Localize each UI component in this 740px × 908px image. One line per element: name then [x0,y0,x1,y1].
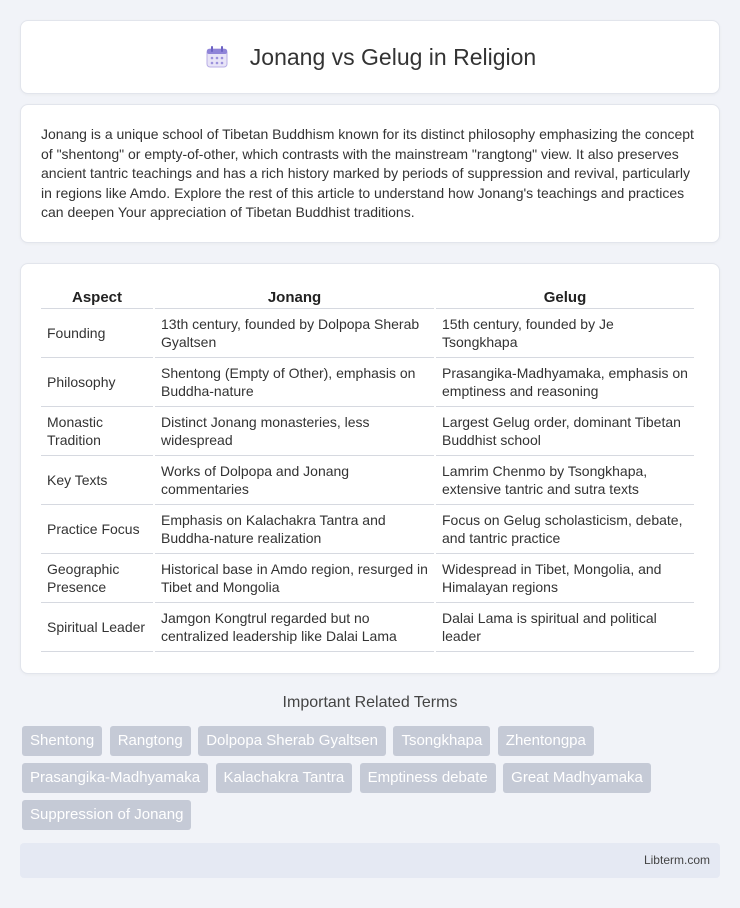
row-gelug: 15th century, founded by Je Tsongkhapa [436,309,694,358]
related-terms-list [22,726,722,837]
related-term-tag[interactable]: Zhentongpa [498,726,594,756]
table-header-row [41,286,694,309]
header-gelug: Gelug [436,286,694,309]
row-jonang: Shentong (Empty of Other), emphasis on Buddha-nature [155,358,434,407]
row-jonang: Works of Dolpopa and Jonang commentaries [155,456,434,505]
table-row [41,554,694,603]
row-aspect: Spiritual Leader [41,603,153,652]
row-jonang: Historical base in Amdo region, resurged in Tibet and Mongolia [155,554,434,603]
related-term-tag[interactable]: Tsongkhapa [393,726,490,756]
row-aspect: Founding [41,309,153,358]
row-jonang: Jamgon Kongtrul regarded but no centralized leadership like Dalai Lama [155,603,434,652]
row-gelug: Largest Gelug order, dominant Tibetan Buddhist school [436,407,694,456]
row-jonang: 13th century, founded by Dolpopa Sherab Gyaltsen [155,309,434,358]
row-gelug: Lamrim Chenmo by Tsongkhapa, extensive tantric and sutra texts [436,456,694,505]
table-row [41,309,694,358]
related-term-tag[interactable]: Rangtong [110,726,191,756]
row-aspect: Key Texts [41,456,153,505]
calendar-icon [204,44,230,70]
row-aspect: Monastic Tradition [41,407,153,456]
page-title: Jonang vs Gelug in Religion [249,43,537,70]
related-term-tag[interactable]: Prasangika-Madhyamaka [22,763,208,793]
row-gelug: Widespread in Tibet, Mongolia, and Himalayan regions [436,554,694,603]
comparison-table-card [20,263,720,674]
related-term-tag[interactable]: Dolpopa Sherab Gyaltsen [198,726,386,756]
intro-card [20,104,720,243]
intro-text: Jonang is a unique school of Tibetan Buddhism known for its distinct philosophy emphasizing the concept of "shentong" or empty-of-other, which contrasts with the mainstream "rangtong" view. It also preserves ancient tantric teachings and has a rich history marked by periods of suppression and revival, particularly in regions like Amdo. Explore the rest of this article to understand how Jonang's teachings and practices can deepen Your appreciation of Tibetan Buddhist traditions. [41,126,694,221]
table-row [41,505,694,554]
row-aspect: Practice Focus [41,505,153,554]
related-term-tag[interactable]: Great Madhyamaka [503,763,651,793]
row-aspect: Philosophy [41,358,153,407]
table-row [41,603,694,652]
header-aspect: Aspect [41,286,153,309]
title-card [20,20,720,94]
header-jonang: Jonang [155,286,434,309]
row-jonang: Emphasis on Kalachakra Tantra and Buddha-nature realization [155,505,434,554]
related-term-tag[interactable]: Suppression of Jonang [22,800,191,830]
row-gelug: Dalai Lama is spiritual and political leader [436,603,694,652]
footer [20,843,720,878]
footer-site-link[interactable]: Libterm.com [643,853,710,867]
related-term-tag[interactable]: Shentong [22,726,102,756]
table-row [41,358,694,407]
row-jonang: Distinct Jonang monasteries, less widespread [155,407,434,456]
comparison-table [39,286,696,652]
related-term-tag[interactable]: Emptiness debate [360,763,496,793]
row-aspect: Geographic Presence [41,554,153,603]
table-row [41,407,694,456]
row-gelug: Focus on Gelug scholasticism, debate, and tantric practice [436,505,694,554]
related-terms-title: Important Related Terms [282,694,458,711]
table-row [41,456,694,505]
row-gelug: Prasangika-Madhyamaka, emphasis on emptiness and reasoning [436,358,694,407]
related-term-tag[interactable]: Kalachakra Tantra [216,763,353,793]
